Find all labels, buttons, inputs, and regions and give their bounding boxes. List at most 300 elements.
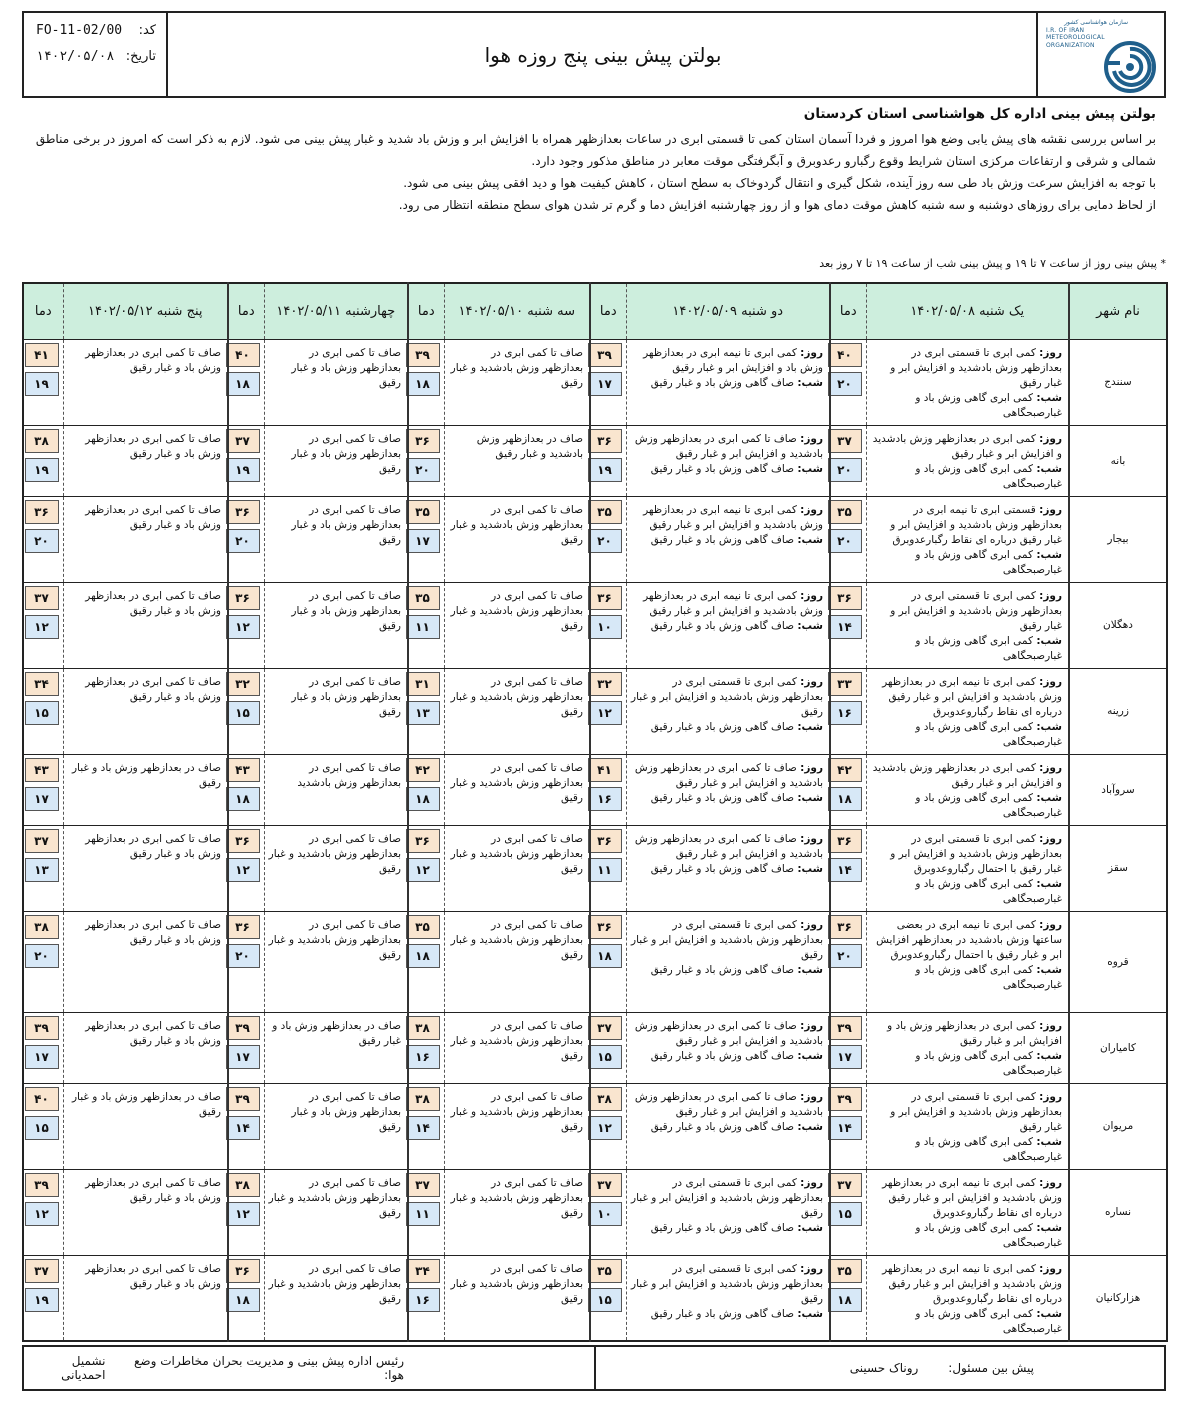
forecast-cell (63, 668, 228, 754)
max-temperature: ۴۳ (25, 758, 59, 782)
forecast-cell (63, 1012, 228, 1083)
day-forecast-text: کمی ابری تا قسمتی ابری در بعدازظهر وزش بادشدید و افزایش ابر و غبار رقیق (890, 346, 1062, 389)
temperature-cell (590, 1012, 626, 1083)
forecast-text: صاف تا کمی ابری در بعدازظهر وزش بادشدید و غبار رقیق (450, 346, 583, 389)
max-temperature: ۳۵ (406, 915, 440, 939)
date-row (24, 49, 164, 77)
forecast-cell (866, 425, 1069, 496)
night-forecast-text: کمی ابری گاهی وزش باد و غبارصبحگاهی (915, 1135, 1062, 1163)
forecast-cell (264, 911, 408, 1012)
night-label: شب: (1036, 548, 1062, 561)
min-temperature: ۱۴ (828, 858, 862, 882)
min-temperature: ۱۰ (588, 1202, 622, 1226)
day-forecast (631, 675, 824, 720)
temperature-cell (23, 911, 63, 1012)
day-label: روز: (1039, 346, 1062, 359)
day-label: روز: (800, 761, 823, 774)
bulletin-header (22, 11, 1166, 98)
forecast-text: صاف تا کمی ابری در بعدازظهر وزش باد و غبار رقیق (85, 832, 221, 860)
day-forecast (631, 1090, 824, 1120)
max-temperature: ۳۶ (226, 500, 260, 524)
night-forecast-text: کمی ابری گاهی وزش باد و غبارصبحگاهی (915, 791, 1062, 819)
min-temperature: ۱۸ (406, 787, 440, 811)
day-label: روز: (1039, 832, 1062, 845)
max-temperature: ۳۸ (406, 1087, 440, 1111)
temperature-cell (228, 582, 264, 668)
max-temperature: ۳۷ (226, 429, 260, 453)
city-name: هزارکانیان (1069, 1255, 1167, 1341)
forecast-text: صاف تا کمی ابری در بعدازظهر وزش بادشدید و غبار رقیق (450, 1019, 583, 1062)
night-forecast-text: کمی ابری گاهی وزش باد و غبارصبحگاهی (915, 1307, 1062, 1335)
night-forecast (631, 720, 824, 735)
night-label: شب: (797, 1307, 823, 1320)
night-forecast (871, 720, 1063, 750)
night-forecast (631, 862, 824, 877)
max-temperature: ۳۹ (828, 1016, 862, 1040)
min-temperature: ۱۴ (406, 1116, 440, 1140)
temperature-cell (23, 754, 63, 825)
table-row (23, 582, 1167, 668)
document-code-box (24, 13, 168, 96)
day-label: روز: (1039, 503, 1062, 516)
department-head-block (24, 1347, 594, 1389)
day-header: دو شنبه ۱۴۰۲/۰۵/۰۹ (626, 283, 830, 339)
min-temperature: ۱۸ (226, 1288, 260, 1312)
min-temperature: ۱۸ (406, 372, 440, 396)
city-name: کامیاران (1069, 1012, 1167, 1083)
max-temperature: ۳۲ (226, 672, 260, 696)
night-forecast (871, 1307, 1063, 1337)
max-temperature: ۳۹ (828, 1087, 862, 1111)
city-name: سنندج (1069, 339, 1167, 425)
day-forecast-text: کمی ابری تا قسمتی ابری در بعدازظهر وزش بادشدید و افزایش ابر و غبار رقیق با احتمال رگباروعدوبرق (890, 832, 1062, 875)
min-temperature: ۱۴ (828, 1116, 862, 1140)
min-temperature: ۱۴ (226, 1116, 260, 1140)
day-forecast-text: کمی ابری در بعدازظهر وزش بادشدید و افزایش ابر و غبار رقیق (872, 432, 1062, 460)
forecast-text: صاف تا کمی ابری در بعدازظهر وزش بادشدید و غبار رقیق (268, 1262, 401, 1305)
day-forecast-text: کمی ابری تا نیمه ابری در بعدازظهر وزش بادشدید و افزایش ابر و غبار رقیق درباره ای نقاط رگباروعدوبرق (882, 1176, 1062, 1219)
temperature-cell (830, 1012, 866, 1083)
day-forecast (871, 503, 1063, 548)
city-name: نساره (1069, 1169, 1167, 1255)
day-forecast (871, 1019, 1063, 1049)
min-temperature: ۱۶ (406, 1288, 440, 1312)
max-temperature: ۳۹ (588, 343, 622, 367)
max-temperature: ۳۶ (406, 829, 440, 853)
night-label: شب: (797, 1221, 823, 1234)
page-title: بولتن پیش بینی پنج روزه هوا (484, 42, 722, 67)
forecast-cell (866, 1169, 1069, 1255)
forecast-text: صاف تا کمی ابری در بعدازظهر وزش باد و غبار رقیق (85, 589, 221, 617)
city-name: سروآباد (1069, 754, 1167, 825)
temperature-cell (408, 582, 444, 668)
day-label: روز: (1039, 675, 1062, 688)
temperature-cell (830, 911, 866, 1012)
temperature-cell (830, 754, 866, 825)
table-row (23, 425, 1167, 496)
max-temperature: ۳۱ (406, 672, 440, 696)
forecast-cell (63, 496, 228, 582)
night-forecast-text: کمی ابری گاهی وزش باد و غبارصبحگاهی (915, 462, 1062, 490)
logo-text: سازمان هواشناسی کشور I.R. OF IRAN METEOROLOGICAL ORGANIZATION (1046, 19, 1128, 49)
night-forecast (631, 1049, 824, 1064)
forecast-cell (866, 1012, 1069, 1083)
department-head-label: رئیس اداره پیش بینی و مدیریت بحران مخاطرات وضع هوا: (134, 1354, 404, 1382)
forecast-cell (63, 339, 228, 425)
night-forecast (631, 1120, 824, 1135)
forecast-text: صاف تا کمی ابری در بعدازظهر وزش بادشدید و غبار رقیق (450, 675, 583, 718)
night-label: شب: (1036, 1049, 1062, 1062)
table-row (23, 1255, 1167, 1341)
day-forecast (631, 346, 824, 376)
forecast-cell (626, 496, 830, 582)
forecast-cell (626, 339, 830, 425)
temperature-cell (23, 1083, 63, 1169)
temperature-cell (23, 1169, 63, 1255)
forecast-table-body (23, 339, 1167, 1341)
forecast-cell (264, 496, 408, 582)
temperature-cell (23, 582, 63, 668)
temperature-cell (830, 425, 866, 496)
min-temperature: ۱۰ (588, 615, 622, 639)
night-forecast-text: صاف گاهی وزش باد و غبار رقیق (650, 720, 795, 733)
forecast-cell (444, 1083, 590, 1169)
table-row (23, 1012, 1167, 1083)
day-forecast (871, 589, 1063, 634)
day-header: پنج شنبه ۱۴۰۲/۰۵/۱۲ (63, 283, 228, 339)
night-forecast (871, 1135, 1063, 1165)
day-label: روز: (800, 1090, 823, 1103)
forecast-cell (264, 425, 408, 496)
min-temperature: ۱۹ (25, 372, 59, 396)
forecast-text: صاف تا کمی ابری در بعدازظهر وزش باد و غبار رقیق (85, 346, 221, 374)
forecast-cell (444, 825, 590, 911)
signature-footer (22, 1345, 1166, 1391)
forecast-cell (63, 754, 228, 825)
forecast-text: صاف تا کمی ابری در بعدازظهر وزش باد و غبار رقیق (291, 503, 401, 546)
min-temperature: ۱۸ (828, 1288, 862, 1312)
max-temperature: ۴۱ (588, 758, 622, 782)
night-label: شب: (1036, 391, 1062, 404)
forecast-cell (626, 425, 830, 496)
night-forecast-text: کمی ابری گاهی وزش باد و غبارصبحگاهی (915, 1221, 1062, 1249)
min-temperature: ۱۵ (226, 701, 260, 725)
day-forecast-text: صاف تا کمی ابری در بعدازظهر وزش بادشدید و افزایش ابر و غبار رقیق (634, 1019, 823, 1047)
min-temperature: ۲۰ (226, 944, 260, 968)
day-label: روز: (800, 589, 823, 602)
day-label: روز: (1039, 1090, 1062, 1103)
night-forecast-text: کمی ابری گاهی وزش باد و غبارصبحگاهی (915, 634, 1062, 662)
temperature-cell (228, 496, 264, 582)
temperature-cell (590, 339, 626, 425)
date-value: ۱۴۰۲/۰۵/۰۸ (36, 49, 115, 64)
table-row (23, 825, 1167, 911)
min-temperature: ۱۲ (25, 615, 59, 639)
forecast-cell (444, 668, 590, 754)
forecast-cell (866, 668, 1069, 754)
forecast-text: صاف تا کمی ابری در بعدازظهر وزش باد و غبار رقیق (85, 1262, 221, 1290)
night-label: شب: (797, 791, 823, 804)
max-temperature: ۳۸ (406, 1016, 440, 1040)
forecast-cell (444, 496, 590, 582)
night-forecast-text: صاف گاهی وزش باد و غبار رقیق (650, 963, 795, 976)
day-forecast (871, 761, 1063, 791)
forecast-text: صاف تا کمی ابری در بعدازظهر وزش بادشدید و غبار رقیق (450, 1262, 583, 1305)
max-temperature: ۳۶ (588, 586, 622, 610)
max-temperature: ۳۶ (226, 829, 260, 853)
temperature-cell (408, 1083, 444, 1169)
min-temperature: ۲۰ (226, 529, 260, 553)
temperature-cell (408, 1012, 444, 1083)
min-temperature: ۱۵ (25, 701, 59, 725)
max-temperature: ۳۶ (226, 586, 260, 610)
temperature-cell (590, 668, 626, 754)
forecast-text: صاف تا کمی ابری در بعدازظهر وزش بادشدید و غبار رقیق (268, 1176, 401, 1219)
forecast-cell (264, 825, 408, 911)
temperature-cell (23, 668, 63, 754)
temperature-cell (408, 425, 444, 496)
min-temperature: ۱۲ (226, 1202, 260, 1226)
day-label: روز: (1039, 918, 1062, 931)
temperature-cell (590, 1083, 626, 1169)
min-temperature: ۱۹ (226, 458, 260, 482)
temperature-cell (228, 425, 264, 496)
temperature-cell (830, 1255, 866, 1341)
day-forecast (631, 432, 824, 462)
temperature-cell (590, 825, 626, 911)
temperature-cell (830, 496, 866, 582)
night-forecast (871, 634, 1063, 664)
max-temperature: ۳۹ (25, 1173, 59, 1197)
max-temperature: ۴۲ (406, 758, 440, 782)
day-forecast (871, 432, 1063, 462)
temperature-cell (228, 1012, 264, 1083)
forecast-text: صاف تا کمی ابری در بعدازظهر وزش بادشدید و غبار رقیق (450, 589, 583, 632)
forecast-text: صاف تا کمی ابری در بعدازظهر وزش باد و غبار رقیق (291, 675, 401, 718)
max-temperature: ۳۷ (828, 429, 862, 453)
day-forecast-text: کمی ابری در بعدازظهر وزش بادشدید و افزایش ابر و غبار رقیق (872, 761, 1062, 789)
min-temperature: ۲۰ (828, 529, 862, 553)
forecast-cell (444, 339, 590, 425)
day-forecast (871, 675, 1063, 720)
temperature-cell (23, 1012, 63, 1083)
night-forecast (871, 877, 1063, 907)
night-label: شب: (1036, 1307, 1062, 1320)
code-row (24, 23, 164, 51)
day-header: سه شنبه ۱۴۰۲/۰۵/۱۰ (444, 283, 590, 339)
day-label: روز: (1039, 761, 1062, 774)
day-forecast (871, 918, 1063, 963)
night-forecast-text: کمی ابری گاهی وزش باد و غبارصبحگاهی (915, 720, 1062, 748)
forecast-text: صاف تا کمی ابری در بعدازظهر وزش بادشدید و غبار رقیق (450, 503, 583, 546)
table-row (23, 1169, 1167, 1255)
forecast-cell (444, 582, 590, 668)
min-temperature: ۱۳ (406, 701, 440, 725)
intro-paragraph: بر اساس بررسی نقشه های پیش یابی وضع هوا امروز و فردا آسمان استان کمی تا قسمتی ابری در ساعات بعدازظهر همراه با افزایش ابر و وزش باد شدید و غبار پیش بینی می شود. لازم به ذکر است که امروز در برخی مناطق شمالی و شرقی و ارتفاعات مرکزی استان شرایط وقوع رگبارو رعدوبرق و آبگرفتگی موقت معابر در مناطق مذکور وجود دارد. (35, 132, 1156, 168)
temp-header: دما (228, 283, 264, 339)
city-name: سقز (1069, 825, 1167, 911)
temperature-cell (408, 339, 444, 425)
table-row (23, 911, 1167, 1012)
temperature-cell (23, 1255, 63, 1341)
date-label: تاریخ: (125, 49, 156, 64)
night-forecast-text: کمی ابری گاهی وزش باد و غبارصبحگاهی (915, 391, 1062, 419)
max-temperature: ۳۸ (588, 1087, 622, 1111)
department-head-name: نشمیل احمدیانی (61, 1354, 106, 1382)
forecast-cell (626, 1083, 830, 1169)
min-temperature: ۱۹ (25, 458, 59, 482)
night-forecast-text: کمی ابری گاهی وزش باد و غبارصبحگاهی (915, 1049, 1062, 1077)
temperature-cell (830, 825, 866, 911)
max-temperature: ۳۷ (25, 1259, 59, 1283)
forecast-text: صاف تا کمی ابری در بعدازظهر وزش باد و غبار رقیق (291, 346, 401, 389)
day-label: روز: (1039, 1262, 1062, 1275)
intro-section (30, 106, 1156, 216)
min-temperature: ۱۷ (25, 1045, 59, 1069)
min-temperature: ۱۸ (406, 944, 440, 968)
forecaster-block (594, 1347, 1164, 1389)
day-forecast (631, 589, 824, 619)
day-forecast-text: کمی ابری تا نیمه ابری در بعضی ساعتها وزش بادشدید در بعدازظهر افزایش ابر و غبار رقیق با احتمال رگباروعدوبرق (876, 918, 1062, 961)
forecast-text: صاف تا کمی ابری در بعدازظهر وزش بادشدید و غبار رقیق (450, 1090, 583, 1133)
max-temperature: ۳۲ (588, 672, 622, 696)
max-temperature: ۳۴ (25, 672, 59, 696)
max-temperature: ۳۶ (25, 500, 59, 524)
night-forecast-text: صاف گاهی وزش باد و غبار رقیق (650, 376, 795, 389)
temp-header: دما (408, 283, 444, 339)
forecast-cell (63, 911, 228, 1012)
min-temperature: ۱۳ (25, 858, 59, 882)
temperature-cell (228, 339, 264, 425)
day-forecast (631, 1019, 824, 1049)
table-row (23, 496, 1167, 582)
day-header: چهارشنبه ۱۴۰۲/۰۵/۱۱ (264, 283, 408, 339)
night-forecast-text: کمی ابری گاهی وزش باد و غبارصبحگاهی (915, 877, 1062, 905)
night-forecast-text: صاف گاهی وزش باد و غبار رقیق (650, 1049, 795, 1062)
forecast-cell (264, 1012, 408, 1083)
temperature-cell (23, 339, 63, 425)
max-temperature: ۳۶ (828, 829, 862, 853)
max-temperature: ۳۷ (828, 1173, 862, 1197)
max-temperature: ۳۵ (406, 500, 440, 524)
forecast-text: صاف تا کمی ابری در بعدازظهر وزش باد و غبار رقیق (85, 1176, 221, 1204)
forecast-text: صاف تا کمی ابری در بعدازظهر وزش بادشدید و غبار رقیق (450, 1176, 583, 1219)
night-label: شب: (797, 862, 823, 875)
forecast-text: صاف تا کمی ابری در بعدازظهر وزش بادشدید و غبار رقیق (450, 832, 583, 875)
night-forecast-text: صاف گاهی وزش باد و غبار رقیق (650, 1307, 795, 1320)
forecast-cell (626, 754, 830, 825)
forecast-cell (626, 1255, 830, 1341)
forecast-cell (626, 1012, 830, 1083)
night-forecast (631, 376, 824, 391)
table-row (23, 339, 1167, 425)
night-forecast (871, 391, 1063, 421)
temperature-cell (590, 1169, 626, 1255)
forecast-cell (264, 754, 408, 825)
night-forecast-text: صاف گاهی وزش باد و غبار رقیق (650, 1221, 795, 1234)
city-name: مریوان (1069, 1083, 1167, 1169)
day-forecast (871, 346, 1063, 391)
forecast-cell (63, 425, 228, 496)
day-forecast (631, 1262, 824, 1307)
max-temperature: ۳۶ (588, 829, 622, 853)
temperature-cell (590, 425, 626, 496)
forecast-cell (444, 1255, 590, 1341)
forecast-cell (264, 1169, 408, 1255)
night-label: شب: (797, 1049, 823, 1062)
temperature-cell (228, 668, 264, 754)
forecast-cell (866, 339, 1069, 425)
forecast-table (22, 282, 1168, 1342)
temp-header: دما (590, 283, 626, 339)
max-temperature: ۳۶ (828, 586, 862, 610)
day-label: روز: (800, 675, 823, 688)
max-temperature: ۳۷ (25, 586, 59, 610)
forecast-text: صاف در بعدازظهر وزش باد و غبار رقیق (71, 1090, 221, 1118)
day-label: روز: (800, 832, 823, 845)
temperature-cell (228, 1169, 264, 1255)
min-temperature: ۱۶ (828, 701, 862, 725)
day-label: روز: (1039, 1019, 1062, 1032)
city-name: قروه (1069, 911, 1167, 1012)
min-temperature: ۱۱ (406, 615, 440, 639)
forecast-cell (866, 754, 1069, 825)
night-forecast (631, 619, 824, 634)
forecast-cell (626, 1169, 830, 1255)
temperature-cell (228, 754, 264, 825)
forecast-cell (866, 1083, 1069, 1169)
max-temperature: ۳۶ (588, 915, 622, 939)
min-temperature: ۱۷ (828, 1045, 862, 1069)
night-forecast (631, 533, 824, 548)
night-forecast (871, 1049, 1063, 1079)
night-label: شب: (1036, 877, 1062, 890)
temperature-cell (830, 1083, 866, 1169)
temperature-cell (590, 754, 626, 825)
meteorological-organization-logo-icon (1104, 41, 1156, 93)
min-temperature: ۱۴ (828, 615, 862, 639)
forecast-cell (444, 754, 590, 825)
forecast-text: صاف در بعدازظهر وزش باد و غبار رقیق (71, 761, 221, 789)
day-label: روز: (800, 346, 823, 359)
intro-paragraph: از لحاظ دمایی برای روزهای دوشنبه و سه شنبه کاهش موقت دمای هوا و از روز چهارشنبه افزایش دما و گرم تر شدن هوای سطح منطقه انتظار می رود. (398, 198, 1156, 212)
max-temperature: ۳۵ (828, 1259, 862, 1283)
min-temperature: ۲۰ (588, 529, 622, 553)
temperature-cell (228, 825, 264, 911)
day-label: روز: (800, 503, 823, 516)
max-temperature: ۳۴ (406, 1259, 440, 1283)
forecast-text: صاف تا کمی ابری در بعدازظهر وزش باد و غبار رقیق (85, 1019, 221, 1047)
min-temperature: ۲۰ (828, 458, 862, 482)
temperature-cell (408, 825, 444, 911)
temperature-cell (408, 496, 444, 582)
min-temperature: ۱۸ (226, 787, 260, 811)
night-forecast (631, 791, 824, 806)
max-temperature: ۳۸ (25, 915, 59, 939)
day-forecast-text: کمی ابری تا قسمتی ابری در بعدازظهر وزش بادشدید و افزایش ابر و غبار رقیق (631, 1262, 823, 1305)
night-forecast-text: صاف گاهی وزش باد و غبار رقیق (650, 791, 795, 804)
forecast-cell (866, 496, 1069, 582)
min-temperature: ۱۸ (828, 787, 862, 811)
temperature-cell (23, 496, 63, 582)
night-label: شب: (797, 1120, 823, 1133)
day-label: روز: (800, 1019, 823, 1032)
min-temperature: ۱۸ (226, 372, 260, 396)
forecast-text: صاف تا کمی ابری در بعدازظهر وزش باد و غبار رقیق (291, 1090, 401, 1133)
forecast-cell (264, 582, 408, 668)
forecast-cell (626, 911, 830, 1012)
forecast-time-note: * پیش بینی روز از ساعت ۷ تا ۱۹ و پیش بینی شب از ساعت ۱۹ تا ۷ روز بعد (819, 257, 1166, 270)
